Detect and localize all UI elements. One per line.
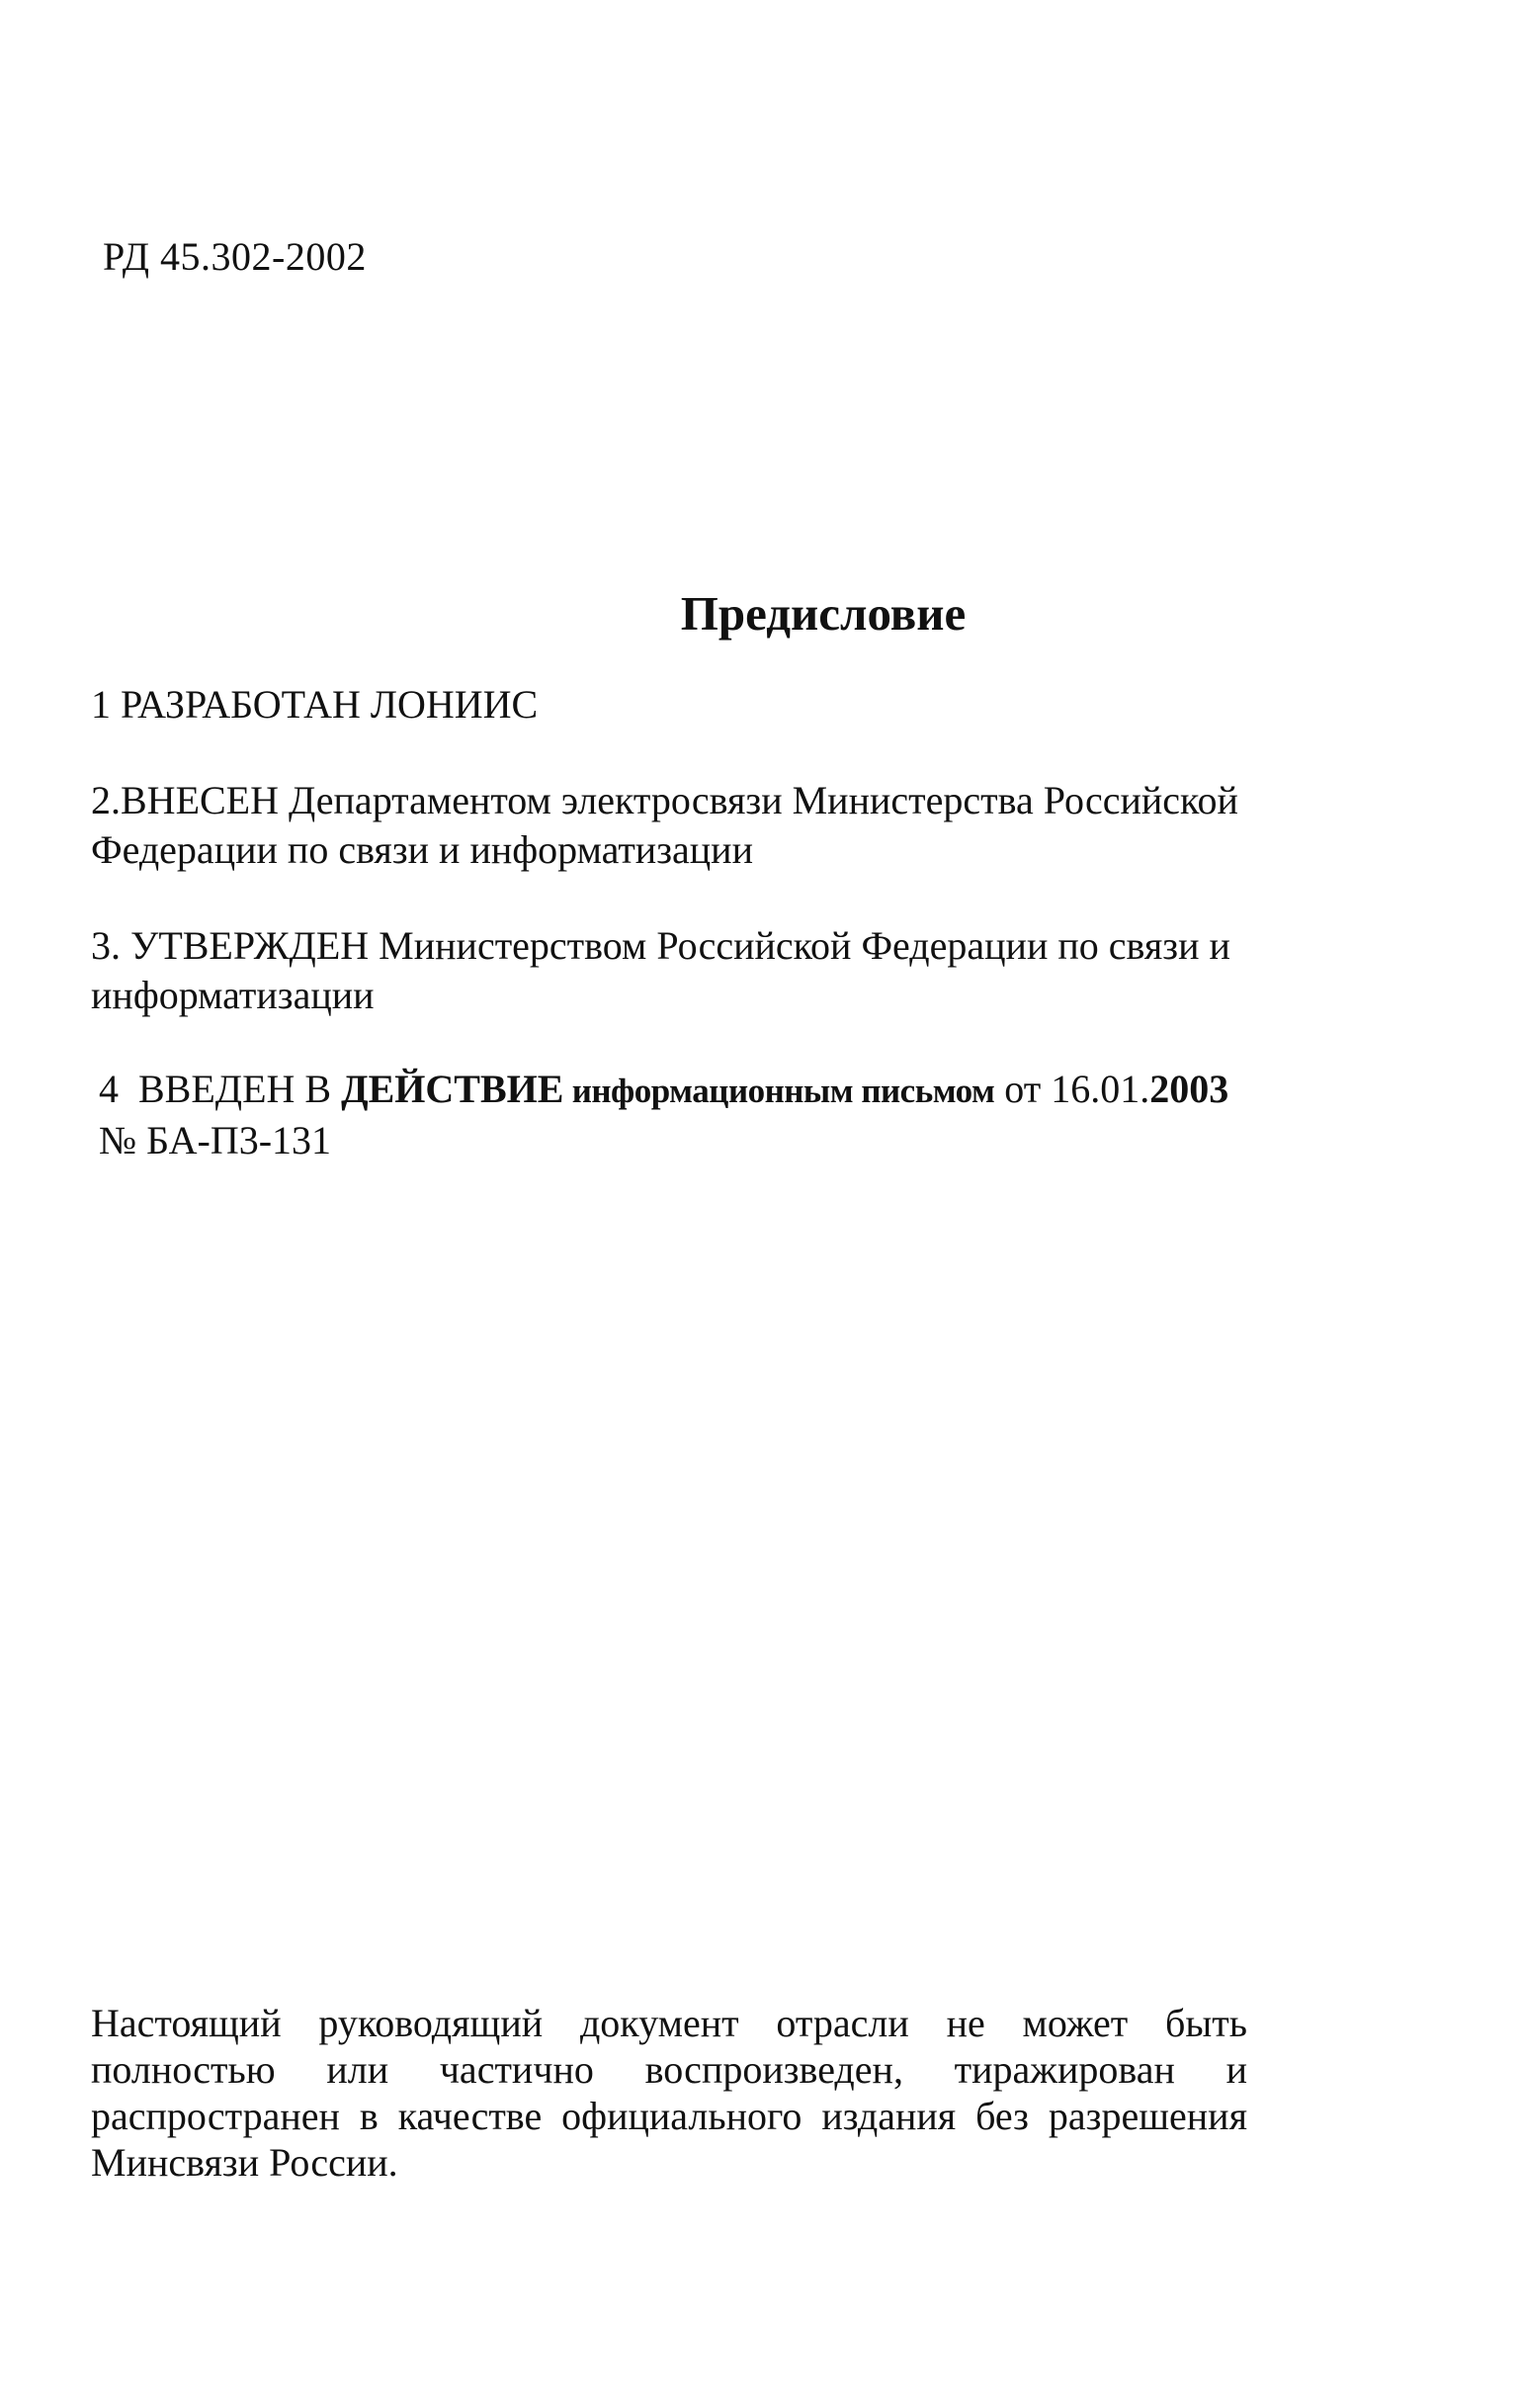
preface-item-1-text: 1 РАЗРАБОТАН ЛОНИИС [91,682,539,727]
preface-item-2 [91,776,1257,875]
notice-line-3: распространен в качестве официального издания без разрешения [91,2094,1247,2138]
preface-item-1 [91,680,1257,730]
preface-item-2-line-2: Федерации по связи и информатизации [91,827,753,872]
preface-item-4-part-c: информационным письмом [563,1072,995,1110]
preface-item-3 [91,921,1257,1020]
preface-item-4-part-b: ДЕЙСТВИЕ [341,1067,564,1111]
preface-item-4-part-a: 4 ВВЕДЕН В [99,1067,342,1111]
preface-item-4 [99,1065,1265,1165]
preface-item-4-part-d: от 16.01. [994,1067,1150,1111]
notice-line-1: Настоящий руководящий документ отрасли не может быть [91,2001,1247,2045]
document-code: РД 45.302-2002 [103,234,367,279]
page-title: Предисловие [680,586,967,641]
preface-item-4-line-2: № БА-П3-131 [99,1118,332,1162]
copyright-notice [91,2000,1247,2186]
preface-item-3-line-2: информатизации [91,973,375,1017]
preface-item-3-line-1: 3. УТВЕРЖДЕН Министерством Российской Федерации по связи и [91,923,1230,968]
preface-item-2-line-1: 2.ВНЕСЕН Департаментом электросвязи Министерства Российской [91,778,1238,822]
notice-line-2: полностью или частично воспроизведен, тиражирован и [91,2047,1247,2092]
preface-item-4-part-e: 2003 [1149,1067,1229,1111]
preface-item-4-line-1 [99,1065,1265,1116]
notice-line-4: Минсвязи России. [91,2140,398,2185]
